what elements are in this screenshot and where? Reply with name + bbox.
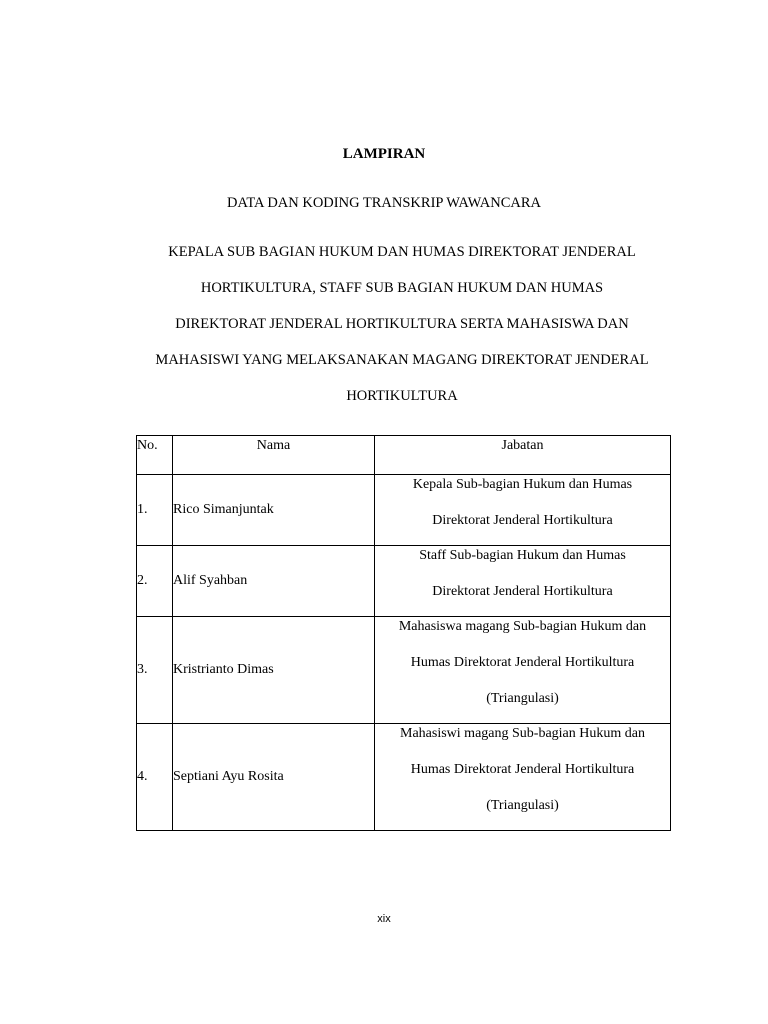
position-line: Kepala Sub-bagian Hukum dan Humas [412,477,633,492]
position-line: Mahasiswa magang Sub-bagian Hukum dan [398,619,647,634]
position-line: (Triangulasi) [486,798,559,813]
row-position [375,475,671,546]
title-line: HORTIKULTURA, STAFF SUB BAGIAN HUKUM DAN HUMAS [200,280,604,296]
position-line: Staff Sub-bagian Hukum dan Humas [419,548,626,563]
table-row [137,546,671,617]
position-line: (Triangulasi) [486,691,559,706]
document-title [130,240,674,420]
row-position [375,617,671,724]
row-number: 4. [137,724,173,831]
title-line: MAHASISWI YANG MELAKSANAKAN MAGANG DIREKTORAT JENDERAL [155,352,649,368]
column-header-no: No. [137,436,173,475]
row-position [375,724,671,831]
column-header-nama: Nama [173,436,375,475]
informant-table [136,435,671,831]
table-row [137,724,671,831]
row-number: 1. [137,475,173,546]
row-number: 2. [137,546,173,617]
column-header-jabatan: Jabatan [375,436,671,475]
row-name: Septiani Ayu Rosita [173,724,375,831]
position-line: Humas Direktorat Jenderal Hortikultura [410,655,635,670]
position-line: Direktorat Jenderal Hortikultura [432,513,613,528]
row-name: Kristrianto Dimas [173,617,375,724]
page-number: xix [377,913,391,925]
page-heading: LAMPIRAN [342,146,426,162]
row-number: 3. [137,617,173,724]
table-row [137,475,671,546]
title-line: HORTIKULTURA [346,388,458,404]
position-line: Humas Direktorat Jenderal Hortikultura [410,762,635,777]
title-line: KEPALA SUB BAGIAN HUKUM DAN HUMAS DIREKTORAT JENDERAL [168,244,636,260]
table-row [137,617,671,724]
page-subtitle: DATA DAN KODING TRANSKRIP WAWANCARA [226,195,541,211]
table-header-row [137,436,671,475]
row-name: Rico Simanjuntak [173,475,375,546]
position-line: Mahasiswi magang Sub-bagian Hukum dan [400,726,645,741]
position-line: Direktorat Jenderal Hortikultura [432,584,613,599]
title-line: DIREKTORAT JENDERAL HORTIKULTURA SERTA MAHASISWA DAN [175,316,629,332]
row-name: Alif Syahban [173,546,375,617]
row-position [375,546,671,617]
